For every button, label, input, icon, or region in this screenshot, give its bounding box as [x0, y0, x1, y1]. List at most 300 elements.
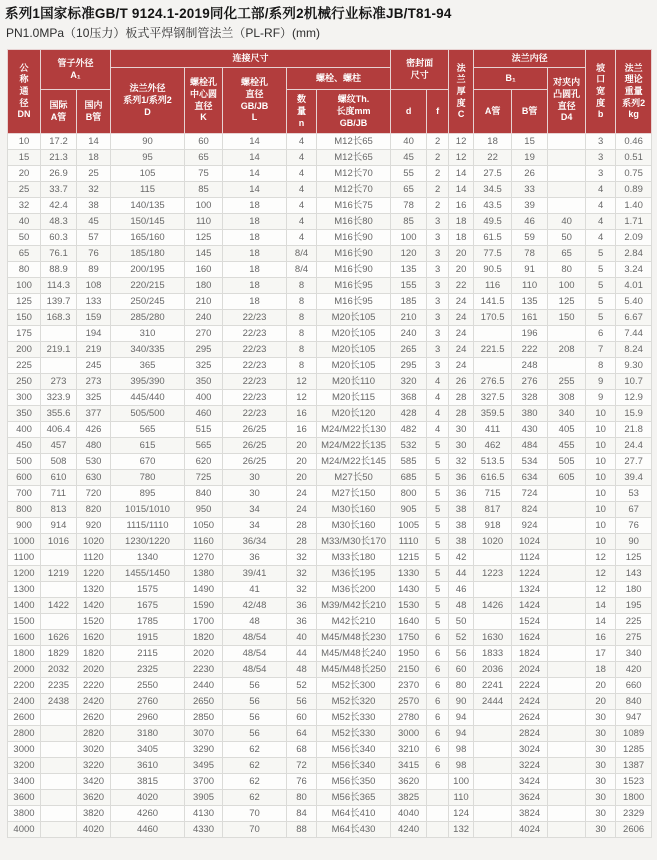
cell: 2.09 — [616, 230, 652, 246]
table-row — [8, 534, 652, 550]
cell: M33长180 — [317, 550, 391, 566]
cell: 200 — [8, 342, 41, 358]
cell: 630 — [77, 470, 111, 486]
cell: 80 — [449, 678, 474, 694]
cell: 4 — [427, 406, 449, 422]
cell: 895 — [111, 486, 185, 502]
cell: 1050 — [185, 518, 223, 534]
cell: 1016 — [41, 534, 77, 550]
cell — [548, 630, 586, 646]
cell: 22/23 — [223, 406, 287, 422]
header-qty: 数 量 n — [287, 90, 317, 134]
cell: 4 — [287, 166, 317, 182]
cell: 1160 — [185, 534, 223, 550]
cell: 170.5 — [474, 310, 512, 326]
cell: 3024 — [512, 742, 548, 758]
table-body — [8, 134, 652, 838]
cell: 406.4 — [41, 422, 77, 438]
cell — [548, 198, 586, 214]
cell: 1110 — [391, 534, 427, 550]
cell: 947 — [616, 710, 652, 726]
cell: 24 — [449, 326, 474, 342]
cell: 530 — [77, 454, 111, 470]
table-row — [8, 758, 652, 774]
cell: 250/245 — [111, 294, 185, 310]
table-row — [8, 822, 652, 838]
cell: 56 — [449, 646, 474, 662]
cell: 720 — [77, 486, 111, 502]
cell: 3290 — [185, 742, 223, 758]
cell: 24 — [449, 358, 474, 374]
cell: 462 — [474, 438, 512, 454]
cell: 14 — [223, 182, 287, 198]
cell: M20长115 — [317, 390, 391, 406]
cell: 1820 — [185, 630, 223, 646]
cell: 5 — [427, 470, 449, 486]
page-subtitle: PN1.0MPa（10压力）板式平焊钢制管法兰（PL-RF）(mm) — [6, 25, 321, 40]
cell: 12 — [449, 134, 474, 150]
cell: 295 — [185, 342, 223, 358]
cell: 8 — [586, 358, 616, 374]
cell: 39 — [512, 198, 548, 214]
cell: 3624 — [512, 790, 548, 806]
cell: 400 — [185, 390, 223, 406]
cell: 4330 — [185, 822, 223, 838]
cell: 1820 — [77, 646, 111, 662]
cell: 2820 — [77, 726, 111, 742]
cell: 5 — [427, 566, 449, 582]
cell: 114.3 — [41, 278, 77, 294]
cell: 817 — [474, 502, 512, 518]
cell: 4 — [586, 214, 616, 230]
cell: 1320 — [77, 582, 111, 598]
cell — [474, 742, 512, 758]
cell: 240 — [185, 310, 223, 326]
cell: 3400 — [8, 774, 41, 790]
cell: 2020 — [77, 662, 111, 678]
cell: 660 — [616, 678, 652, 694]
cell: M36长200 — [317, 582, 391, 598]
cell: 30 — [586, 742, 616, 758]
header-d: d — [391, 90, 427, 134]
cell: 10 — [586, 502, 616, 518]
cell: 10.7 — [616, 374, 652, 390]
cell: 20 — [449, 262, 474, 278]
table-row — [8, 342, 652, 358]
cell: 1387 — [616, 758, 652, 774]
cell — [548, 134, 586, 150]
cell: 508 — [41, 454, 77, 470]
cell: 219 — [77, 342, 111, 358]
cell: 219.1 — [41, 342, 77, 358]
cell: 340/335 — [111, 342, 185, 358]
cell — [548, 326, 586, 342]
cell: 3824 — [512, 806, 548, 822]
table-row — [8, 694, 652, 710]
cell: 53 — [616, 486, 652, 502]
cell: 1750 — [391, 630, 427, 646]
cell: M20长105 — [317, 310, 391, 326]
cell: 30 — [449, 422, 474, 438]
cell: 65 — [8, 246, 41, 262]
cell: 2780 — [391, 710, 427, 726]
cell: 2424 — [512, 694, 548, 710]
cell: 3620 — [391, 774, 427, 790]
cell: 195 — [616, 598, 652, 614]
cell: 6 — [427, 742, 449, 758]
cell — [548, 582, 586, 598]
cell: 3 — [586, 166, 616, 182]
cell: 200/195 — [111, 262, 185, 278]
cell: 105 — [111, 166, 185, 182]
cell: M52长330 — [317, 726, 391, 742]
cell: 4 — [287, 150, 317, 166]
cell: 135 — [512, 294, 548, 310]
cell: 10 — [586, 438, 616, 454]
cell: 30 — [223, 470, 287, 486]
cell: 22 — [474, 150, 512, 166]
cell: 57 — [77, 230, 111, 246]
cell: 27.7 — [616, 454, 652, 470]
cell: 3820 — [77, 806, 111, 822]
cell: 6 — [427, 646, 449, 662]
cell — [548, 822, 586, 838]
header-pipe-od-group: 管子外径 A₁ — [41, 50, 111, 90]
cell: 400 — [8, 422, 41, 438]
cell: 1220 — [77, 566, 111, 582]
cell: 1223 — [474, 566, 512, 582]
cell: 1800 — [8, 646, 41, 662]
table-row — [8, 326, 652, 342]
cell: 270 — [185, 326, 223, 342]
cell: 76 — [77, 246, 111, 262]
table-row — [8, 774, 652, 790]
cell: 42 — [449, 550, 474, 566]
cell: 918 — [474, 518, 512, 534]
table-row — [8, 294, 652, 310]
cell: M30长160 — [317, 518, 391, 534]
cell: 610 — [41, 470, 77, 486]
cell: 1624 — [512, 630, 548, 646]
cell: 380 — [512, 406, 548, 422]
cell: 30 — [586, 822, 616, 838]
cell: 139.7 — [41, 294, 77, 310]
cell — [548, 166, 586, 182]
cell: 185/180 — [111, 246, 185, 262]
cell: 515 — [185, 422, 223, 438]
cell: 44 — [287, 646, 317, 662]
cell — [548, 598, 586, 614]
header-connection-group: 连接尺寸 — [111, 50, 391, 68]
cell: 45 — [391, 150, 427, 166]
cell — [548, 150, 586, 166]
cell: 1120 — [77, 550, 111, 566]
header-weight: 法兰 理论 重量 系列2 kg — [616, 50, 652, 134]
cell: 22/23 — [223, 390, 287, 406]
cell: 3000 — [8, 742, 41, 758]
cell: 78 — [512, 246, 548, 262]
table-header — [8, 50, 652, 134]
cell: 56 — [223, 710, 287, 726]
cell: 26/25 — [223, 454, 287, 470]
cell: 150 — [8, 310, 41, 326]
cell: 48/54 — [223, 646, 287, 662]
cell: 90.5 — [474, 262, 512, 278]
cell: 196 — [512, 326, 548, 342]
table-row — [8, 662, 652, 678]
cell: 20 — [287, 438, 317, 454]
cell: 222 — [512, 342, 548, 358]
cell: 2235 — [41, 678, 77, 694]
cell: 210 — [391, 310, 427, 326]
cell: 22/23 — [223, 374, 287, 390]
cell: 5 — [427, 438, 449, 454]
cell: 1675 — [111, 598, 185, 614]
header-flange-od: 法兰外径 系列1/系列2 D — [111, 68, 185, 134]
cell: 20 — [287, 470, 317, 486]
cell — [548, 358, 586, 374]
cell: 4130 — [185, 806, 223, 822]
cell: 94 — [449, 710, 474, 726]
cell: 724 — [512, 486, 548, 502]
table-row — [8, 278, 652, 294]
cell: 14 — [223, 134, 287, 150]
cell: 1800 — [616, 790, 652, 806]
cell: 40 — [287, 630, 317, 646]
cell: 20 — [449, 246, 474, 262]
table-row — [8, 502, 652, 518]
cell: 30 — [223, 486, 287, 502]
cell: 1015/1010 — [111, 502, 185, 518]
cell: 800 — [391, 486, 427, 502]
cell: 4 — [287, 230, 317, 246]
table-row — [8, 470, 652, 486]
cell: 715 — [474, 486, 512, 502]
cell: 5 — [427, 598, 449, 614]
cell: 3495 — [185, 758, 223, 774]
cell: M20长110 — [317, 374, 391, 390]
cell: 430 — [512, 422, 548, 438]
cell: 2760 — [111, 694, 185, 710]
cell: 4 — [586, 198, 616, 214]
cell: 2329 — [616, 806, 652, 822]
cell: 3 — [427, 246, 449, 262]
cell: 38 — [449, 518, 474, 534]
page-title: 系列1国家标准GB/T 9124.1-2019同化工部/系列2机械行业标准JB/T81-94 — [5, 6, 452, 21]
cell: M16长80 — [317, 214, 391, 230]
cell: 22/23 — [223, 342, 287, 358]
cell: 323.9 — [41, 390, 77, 406]
cell: 61.5 — [474, 230, 512, 246]
cell: 8 — [287, 294, 317, 310]
cell: 125 — [8, 294, 41, 310]
cell: 80 — [8, 262, 41, 278]
table-row — [8, 310, 652, 326]
cell: 2230 — [185, 662, 223, 678]
cell: 4 — [287, 182, 317, 198]
cell: 1915 — [111, 630, 185, 646]
cell: 56 — [223, 678, 287, 694]
cell — [474, 326, 512, 342]
cell: 1824 — [512, 646, 548, 662]
cell: 32 — [287, 566, 317, 582]
header-bore-b: B管 — [512, 90, 548, 134]
cell: 1100 — [8, 550, 41, 566]
cell: 2824 — [512, 726, 548, 742]
cell: 534 — [512, 454, 548, 470]
table-row — [8, 678, 652, 694]
cell: 2960 — [111, 710, 185, 726]
cell: 6 — [427, 758, 449, 774]
cell: 2606 — [616, 822, 652, 838]
cell — [474, 774, 512, 790]
cell: 28 — [287, 518, 317, 534]
cell: 6.67 — [616, 310, 652, 326]
cell: 1420 — [77, 598, 111, 614]
cell: 18 — [223, 214, 287, 230]
cell: 62 — [223, 758, 287, 774]
cell: 8/4 — [287, 262, 317, 278]
cell: 91 — [512, 262, 548, 278]
cell: M39/M42长210 — [317, 598, 391, 614]
table-row — [8, 518, 652, 534]
header-bore-a: A管 — [474, 90, 512, 134]
cell: 98 — [449, 742, 474, 758]
cell — [548, 774, 586, 790]
cell: 2624 — [512, 710, 548, 726]
cell: M56长340 — [317, 758, 391, 774]
cell: 500 — [8, 454, 41, 470]
cell: 64 — [287, 726, 317, 742]
cell: 16 — [586, 630, 616, 646]
cell: 2420 — [77, 694, 111, 710]
table-row — [8, 614, 652, 630]
cell: M16长75 — [317, 198, 391, 214]
cell: 20 — [586, 678, 616, 694]
cell: 67 — [616, 502, 652, 518]
cell: 18 — [586, 662, 616, 678]
cell: 34.5 — [474, 182, 512, 198]
cell: 12 — [287, 390, 317, 406]
cell: 159 — [77, 310, 111, 326]
cell: 1833 — [474, 646, 512, 662]
cell: 8 — [287, 326, 317, 342]
cell: 22/23 — [223, 358, 287, 374]
cell: 32 — [287, 550, 317, 566]
cell: 905 — [391, 502, 427, 518]
cell: 484 — [512, 438, 548, 454]
cell: 24 — [449, 310, 474, 326]
cell: 17.2 — [41, 134, 77, 150]
cell: 39/41 — [223, 566, 287, 582]
cell: 1490 — [185, 582, 223, 598]
cell: 4 — [586, 230, 616, 246]
cell — [41, 822, 77, 838]
cell: 24.4 — [616, 438, 652, 454]
cell: 1950 — [391, 646, 427, 662]
cell: 457 — [41, 438, 77, 454]
cell: 3000 — [391, 726, 427, 742]
cell: 15 — [8, 150, 41, 166]
cell: 1219 — [41, 566, 77, 582]
cell: 2036 — [474, 662, 512, 678]
cell: 265 — [391, 342, 427, 358]
cell: 4460 — [111, 822, 185, 838]
cell: 5 — [586, 262, 616, 278]
cell: 12 — [586, 550, 616, 566]
cell — [474, 582, 512, 598]
cell: 420 — [616, 662, 652, 678]
cell: 60 — [449, 662, 474, 678]
cell: 320 — [391, 374, 427, 390]
cell: 62 — [223, 790, 287, 806]
cell: M30长160 — [317, 502, 391, 518]
cell: 72 — [287, 758, 317, 774]
cell: 685 — [391, 470, 427, 486]
cell: 532 — [391, 438, 427, 454]
cell: 34 — [223, 518, 287, 534]
cell: 1024 — [512, 534, 548, 550]
cell: 40 — [391, 134, 427, 150]
cell — [474, 822, 512, 838]
cell: 4 — [586, 182, 616, 198]
cell: 800 — [8, 502, 41, 518]
cell: 1422 — [41, 598, 77, 614]
cell — [548, 182, 586, 198]
cell: 36 — [449, 470, 474, 486]
cell: M20长120 — [317, 406, 391, 422]
cell: 4 — [427, 422, 449, 438]
table-row — [8, 406, 652, 422]
cell: 20 — [8, 166, 41, 182]
cell: M45/M48长230 — [317, 630, 391, 646]
cell — [548, 486, 586, 502]
cell: 14 — [223, 166, 287, 182]
cell: 41 — [223, 582, 287, 598]
cell — [548, 518, 586, 534]
cell: 125 — [185, 230, 223, 246]
cell: 1124 — [512, 550, 548, 566]
cell: 780 — [111, 470, 185, 486]
cell — [474, 758, 512, 774]
cell: 395/390 — [111, 374, 185, 390]
cell: 100 — [185, 198, 223, 214]
cell: 426 — [77, 422, 111, 438]
cell — [548, 742, 586, 758]
cell: 80 — [287, 790, 317, 806]
cell: 9.30 — [616, 358, 652, 374]
cell: M16长90 — [317, 230, 391, 246]
cell: 24 — [287, 502, 317, 518]
cell: 27.5 — [474, 166, 512, 182]
cell: M64长410 — [317, 806, 391, 822]
cell: 12 — [586, 566, 616, 582]
cell: 3600 — [8, 790, 41, 806]
cell: 1400 — [8, 598, 41, 614]
cell: 276.5 — [474, 374, 512, 390]
cell: 3905 — [185, 790, 223, 806]
cell: 8 — [287, 358, 317, 374]
cell: 2438 — [41, 694, 77, 710]
cell: 56 — [223, 694, 287, 710]
cell: 273 — [77, 374, 111, 390]
cell: 9 — [586, 390, 616, 406]
table-row — [8, 582, 652, 598]
cell: 1300 — [8, 582, 41, 598]
cell: M56长365 — [317, 790, 391, 806]
table-row — [8, 550, 652, 566]
cell: 125 — [616, 550, 652, 566]
